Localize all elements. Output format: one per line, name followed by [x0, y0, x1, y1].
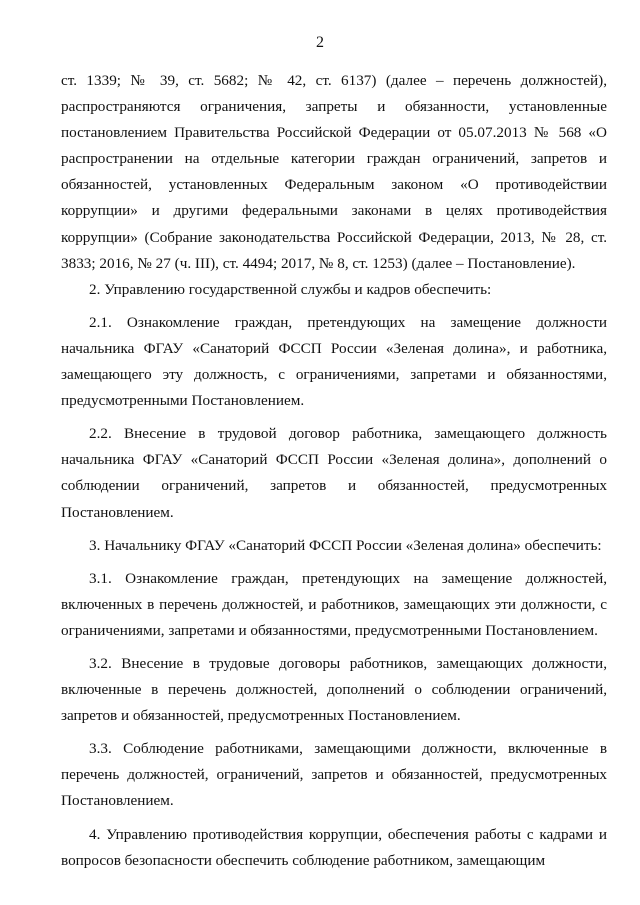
paragraph-item-2-1: 2.1. Ознакомление граждан, претендующих на замещение должности начальника ФГАУ «Санаторий ФССП России «Зеленая долина», и работника, замещающего эту должность, с ограничениями, запретами и обязанностями, предусмотренными Постановлением. [61, 313, 607, 410]
paragraph-item-2-2: 2.2. Внесение в трудовой договор работника, замещающего должность начальника ФГАУ «Санаторий ФССП России «Зеленая долина», дополнений о соблюдении ограничений, запретов и обязанностей, предусмотренных Постановлением. [61, 425, 607, 521]
paragraph-item-3-3: 3.3. Соблюдение работниками, замещающими должности, включенные в перечень должностей, ограничений, запретов и обязанностей, предусмотренных Постановлением. [61, 740, 607, 810]
paragraph-item-3: 3. Начальнику ФГАУ «Санаторий ФССП России «Зеленая долина» обеспечить: [89, 536, 602, 554]
paragraph-item-2: 2. Управлению государственной службы и кадров обеспечить: [89, 280, 492, 298]
paragraph-item-4: 4. Управлению противодействия коррупции, обеспечения работы с кадрами и вопросов безопасности обеспечить соблюдение работником, замещающим [61, 825, 607, 869]
page-number: 2 [316, 34, 324, 51]
paragraph-item-3-2: 3.2. Внесение в трудовые договоры работников, замещающих должности, включенные в перечень должностей, дополнений о соблюдении ограничений, запретов и обязанностей, предусмотренных Постановлением. [61, 654, 607, 725]
paragraph-continuation: ст. 1339; № 39, ст. 5682; № 42, ст. 6137) (далее – перечень должностей), распространяются ограничения, запреты и обязанности, установленные постановлением Правительства Российской Федерации от 05.07.2013 № 568 «О распространении на отдельные категории граждан ограничений, запретов и обязанностей, установленных Федеральным законом «О противодействии коррупции» и другими федеральными законами в целях противодействия коррупции» (Собрание законодательства Российской Федерации, 2013, № 28, ст. 3833; 2016, № 27 (ч. III), ст. 4494; 2017, № 8, ст. 1253) (далее – Постановление). [61, 72, 607, 272]
document-body [61, 68, 607, 874]
paragraph-item-3-1: 3.1. Ознакомление граждан, претендующих на замещение должностей, включенных в перечень должностей, и работников, замещающих эти должности, с ограничениями, запретами и обязанностями, предусмотренными Постановлением. [61, 569, 607, 639]
